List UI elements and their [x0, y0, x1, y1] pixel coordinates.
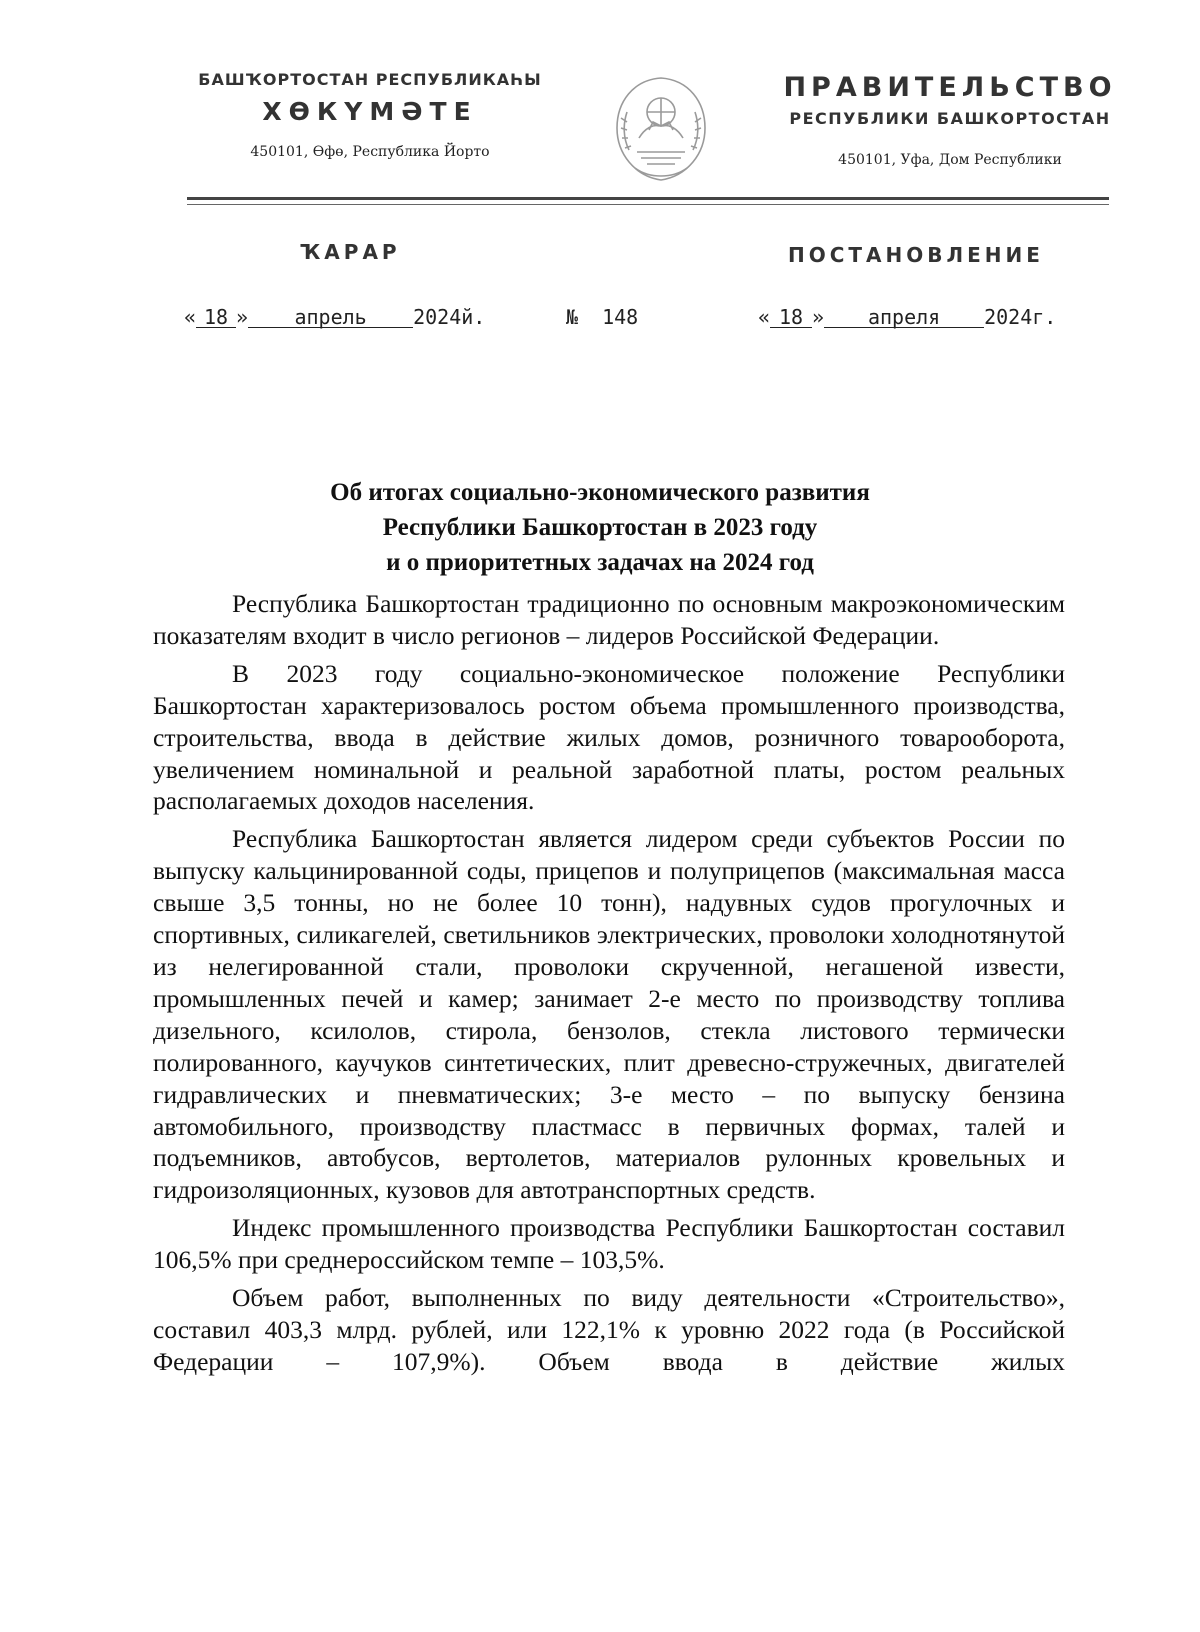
- header-ru-republic: РЕСПУБЛИКИ БАШКОРТОСТАН: [789, 109, 1111, 128]
- header-divider-thin: [187, 204, 1109, 205]
- body-paragraph: Объем работ, выполненных по виду деятельности «Строительство», составил 403,3 млрд. рублей, или 122,1% к уровню 2022 года (в Российской Федерации – 107,9%). Объем ввода в действие жилых: [153, 1283, 1065, 1376]
- title-line-3: и о приоритетных задачах на 2024 год: [386, 549, 814, 576]
- document-number-value: 148: [602, 305, 639, 329]
- header-ru-address: 450101, Уфа, Дом Республики: [838, 152, 1062, 168]
- date-ru-open-quote: «: [758, 305, 771, 329]
- date-ba-close-quote: »: [236, 305, 249, 329]
- document-number: [566, 305, 638, 329]
- doc-kind-ba: ҠАРАР: [300, 240, 401, 264]
- header-bashkir: [160, 70, 580, 160]
- title-line-1: Об итогах социально-экономического развития: [330, 479, 870, 506]
- date-ba: [184, 305, 485, 329]
- body-paragraph: В 2023 году социально-экономическое положение Республики Башкортостан характеризовалось ростом объема промышленного производства, строительства, ввода в действие жилых домов, розничного товарооборота, увеличением номинальной и реальной заработной платы, ростом реальных располагаемых доходов населения.: [153, 658, 1065, 816]
- header-ba-government: ХӨКҮМӘТЕ: [262, 97, 478, 126]
- date-ru: [758, 305, 1056, 329]
- date-ru-day: 18: [770, 307, 812, 328]
- body-paragraph: Республика Башкортостан является лидером среди субъектов России по выпуску кальцинированной соды, прицепов и полуприцепов (максимальная масса свыше 3,5 тонны, но не более 10 тонн), надувных судов прогулочных и спортивных, силикагелей, светильников электрических, проволоки холоднотянутой из нелегированной стали, проволоки скрученной, негашеной извести, промышленных печей и камер; занимает 2-е место по производству топлива дизельного, ксилолов, стирола, бензолов, стекла листового термически полированного, каучуков синтетических, плит древесно-стружечных, двигателей гидравлических и пневматических; 3-е место – по выпуску бензина автомобильного, производству пластмасс в первичных формах, талей и подъемников, автобусов, вертолетов, материалов рулонных кровельных и гидроизоляционных, кузовов для автотранспортных средств.: [153, 824, 1065, 1205]
- header-ba-republic: БАШҠОРТОСТАН РЕСПУБЛИКАҺЫ: [198, 70, 542, 89]
- document-title: [150, 475, 1050, 580]
- date-ru-close-quote: »: [812, 305, 825, 329]
- body-paragraph: Республика Башкортостан традиционно по основным макроэкономическим показателям входит в число регионов – лидеров Российской Федерации.: [153, 589, 1065, 650]
- coat-of-arms-icon: [609, 72, 713, 186]
- title-line-2: Республики Башкортостан в 2023 году: [382, 514, 818, 541]
- header-divider-thick: [187, 197, 1109, 200]
- document-body: [153, 588, 1065, 1378]
- date-ba-month: апрель: [248, 307, 413, 328]
- date-ba-year: 2024й.: [413, 305, 486, 329]
- doc-kind-ru: ПОСТАНОВЛЕНИЕ: [788, 243, 1044, 267]
- body-paragraph: Индекс промышленного производства Республики Башкортостан составил 106,5% при среднероссийском темпе – 103,5%.: [153, 1213, 1065, 1275]
- header-russian: [760, 72, 1140, 168]
- document-number-label: №: [566, 305, 579, 329]
- date-ba-open-quote: «: [184, 305, 197, 329]
- date-ru-month: апреля: [824, 307, 984, 328]
- header-ba-address: 450101, Өфө, Республика Йорто: [250, 144, 490, 160]
- date-ru-year: 2024г.: [984, 305, 1057, 329]
- date-ba-day: 18: [196, 307, 236, 328]
- header-ru-government: ПРАВИТЕЛЬСТВО: [783, 72, 1117, 103]
